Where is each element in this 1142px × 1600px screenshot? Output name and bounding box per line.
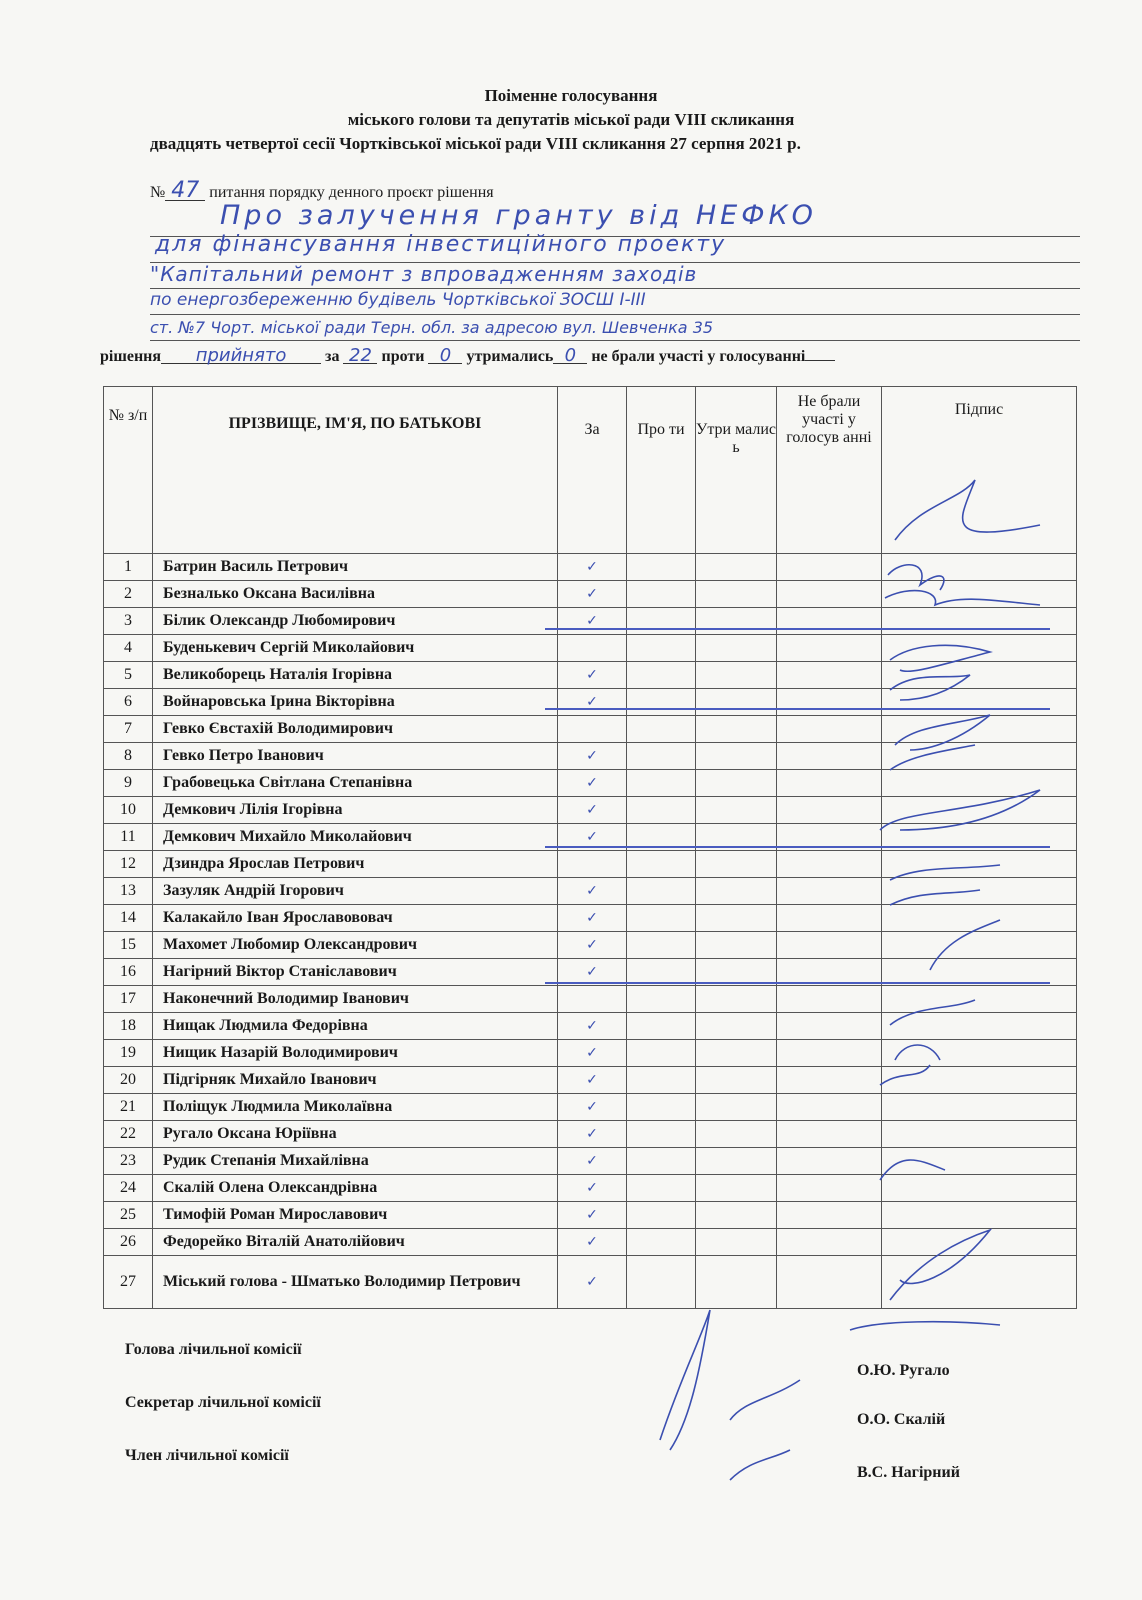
secretary-name: О.О. Скалій [857,1411,946,1428]
row-number: 13 [104,878,153,905]
row-number: 3 [104,608,153,635]
row-number: 12 [104,851,153,878]
member-name: Махомет Любомир Олександрович [153,932,558,959]
handwritten-line-1: Про залучення гранту від НЕФКО [220,200,817,231]
abstained-label: утримались [466,348,554,365]
question-no-label: № [150,184,166,201]
row-number: 25 [104,1202,153,1229]
member-name: Батрин Василь Петрович [153,554,558,581]
row-number: 7 [104,716,153,743]
signature [895,480,1040,540]
row-number: 5 [104,662,153,689]
signature [880,790,1040,830]
member-label: Член лічильної комісії [125,1447,289,1464]
not-voted-label: не брали участі у голосуванні [591,348,806,365]
member-name: Безналько Оксана Василівна [153,581,558,608]
col-pidpys-header: Підпис [882,387,1077,554]
chair-label: Голова лічильної комісії [125,1341,302,1358]
col-utrym-header: Утри малис ь [696,387,777,554]
vote-for-cell: ✓ [558,581,627,608]
vote-for-cell: ✓ [558,608,627,635]
member-name: Білик Олександр Любомирович [153,608,558,635]
row-number: 24 [104,1175,153,1202]
col-name-header: ПРІЗВИЩЕ, ІМ'Я, ПО БАТЬКОВІ [153,387,558,554]
member-name: Буденькевич Сергій Миколайович [153,635,558,662]
vote-for-cell: ✓ [558,905,627,932]
vote-for-cell: ✓ [558,770,627,797]
row-number: 17 [104,986,153,1013]
vote-for-cell: ✓ [558,1040,627,1067]
title-line-3: двадцять четвертої сесії Чортківської міської ради VIII скликання 27 серпня 2021 р. [150,134,801,153]
col-proty-header: Про ти [627,387,696,554]
row-number: 8 [104,743,153,770]
row-number: 15 [104,932,153,959]
vote-for-cell: ✓ [558,1067,627,1094]
question-label: питання порядку денного проєкт рішення [209,184,494,201]
title-line-2: міського голови та депутатів міської ради VIII скликання [347,110,795,129]
row-number: 2 [104,581,153,608]
signature [880,1160,945,1180]
row-number: 1 [104,554,153,581]
member-name: В.С. Нагірний [857,1464,960,1481]
row-number: 9 [104,770,153,797]
signature [895,1045,940,1060]
row-number: 21 [104,1094,153,1121]
title-line-1: Поіменне голосування [484,86,658,105]
row-number: 6 [104,689,153,716]
signature [850,1322,1000,1330]
against-value: 0 [428,349,462,364]
row-number: 19 [104,1040,153,1067]
row-number: 18 [104,1013,153,1040]
signature [660,1310,710,1450]
member-name: Міський голова - Шматько Володимир Петрович [153,1256,558,1309]
signature [890,645,990,671]
signature [930,920,1000,970]
signature [890,745,975,770]
member-name: Гевко Євстахій Володимирович [153,716,558,743]
member-name: Нищак Людмила Федорівна [153,1013,558,1040]
secretary-label: Секретар лічильної комісії [125,1394,321,1411]
member-name: Ругало Оксана Юріївна [153,1121,558,1148]
col-za-header: За [558,387,627,554]
member-name: Федорейко Віталій Анатолійович [153,1229,558,1256]
vote-for-cell: ✓ [558,959,627,986]
member-name: Тимофій Роман Мирославович [153,1202,558,1229]
for-label: за [325,348,340,365]
member-name: Рудик Степанія Михайлівна [153,1148,558,1175]
row-number: 4 [104,635,153,662]
vote-for-cell: ✓ [558,1202,627,1229]
row-number: 23 [104,1148,153,1175]
member-name: Великоборець Наталія Ігорівна [153,662,558,689]
for-value: 22 [343,349,377,364]
signature [890,1230,990,1300]
vote-for-cell: ✓ [558,1175,627,1202]
vote-for-cell: ✓ [558,743,627,770]
row-number: 10 [104,797,153,824]
member-name: Скалій Олена Олександрівна [153,1175,558,1202]
row-number: 14 [104,905,153,932]
signature [890,890,980,905]
member-name: Дзиндра Ярослав Петрович [153,851,558,878]
vote-for-cell: ✓ [558,1256,627,1309]
vote-for-cell: ✓ [558,932,627,959]
member-name: Нищик Назарій Володимирович [153,1040,558,1067]
signature [895,715,990,750]
handwritten-line-3: "Капітальний ремонт з впровадженням заходів [150,262,698,286]
member-name: Наконечний Володимир Іванович [153,986,558,1013]
vote-for-cell: ✓ [558,1094,627,1121]
member-name: Зазуляк Андрій Ігорович [153,878,558,905]
row-number: 11 [104,824,153,851]
signature [730,1380,800,1420]
row-number: 16 [104,959,153,986]
row-number: 22 [104,1121,153,1148]
vote-for-cell: ✓ [558,1229,627,1256]
signature [888,565,944,590]
col-ne-braly-header: Не брали участі у голосув анні [777,387,882,554]
signature [730,1450,790,1480]
member-name: Гевко Петро Іванович [153,743,558,770]
member-name: Демкович Лілія Ігорівна [153,797,558,824]
vote-for-cell: ✓ [558,1013,627,1040]
signature [890,865,1000,880]
vote-for-cell: ✓ [558,1121,627,1148]
against-label: проти [381,348,425,365]
abstained-value: 0 [553,349,587,364]
member-name: Нагірний Віктор Станіславович [153,959,558,986]
row-number: 27 [104,1256,153,1309]
vote-for-cell: ✓ [558,824,627,851]
signature [880,1065,930,1085]
member-name: Підгірняк Михайло Іванович [153,1067,558,1094]
question-number: 47 [165,182,205,201]
handwritten-line-4: по енергозбереженню будівель Чортківської ЗОСШ І-ІІІ [150,290,646,310]
member-name: Грабовецька Світлана Степанівна [153,770,558,797]
vote-for-cell: ✓ [558,878,627,905]
signature [890,1000,975,1025]
vote-for-cell: ✓ [558,689,627,716]
row-number: 26 [104,1229,153,1256]
handwritten-line-2: для фінансування інвестиційного проекту [155,232,727,257]
row-number: 20 [104,1067,153,1094]
decision-value: прийнято [161,349,321,364]
signature [890,675,970,700]
member-name: Калакайло Іван Ярославововач [153,905,558,932]
decision-label: рішення [100,348,162,365]
vote-for-cell: ✓ [558,1148,627,1175]
signature [885,591,1040,605]
col-num-header: № з/п [104,387,153,554]
handwritten-line-5: ст. №7 Чорт. міської ради Терн. обл. за адресою вул. Шевченка 35 [150,318,714,337]
vote-for-cell: ✓ [558,662,627,689]
chair-name: О.Ю. Ругало [857,1362,950,1379]
member-name: Войнаровська Ірина Вікторівна [153,689,558,716]
member-name: Поліщук Людмила Миколаївна [153,1094,558,1121]
vote-for-cell: ✓ [558,797,627,824]
vote-for-cell: ✓ [558,554,627,581]
member-name: Демкович Михайло Миколайович [153,824,558,851]
